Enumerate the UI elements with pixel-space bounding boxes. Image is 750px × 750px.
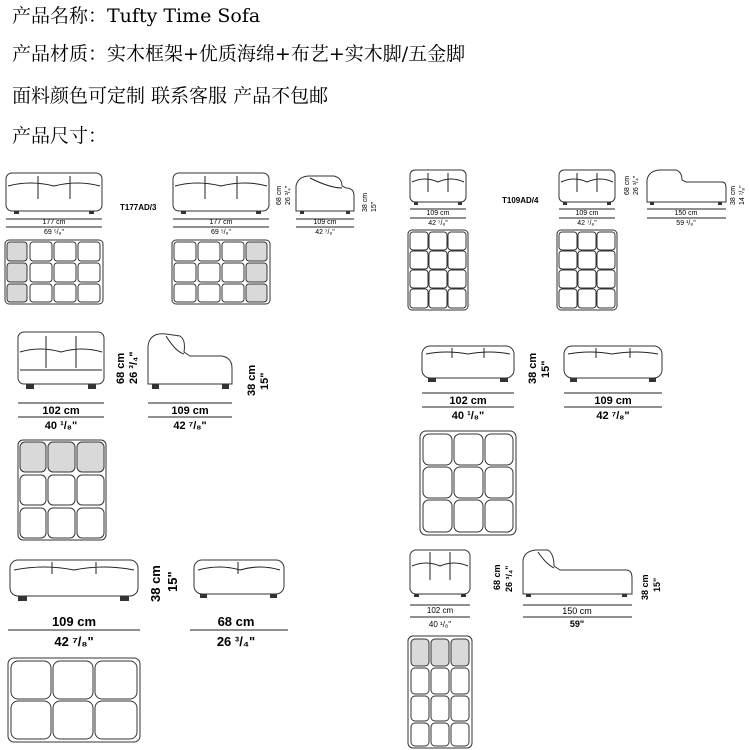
- dim-label: 26 ³/₄": [504, 565, 514, 592]
- dim-label: 38 cm: [246, 364, 258, 396]
- dim-label: 109 cm: [171, 405, 209, 417]
- dim-label: 38 cm: [527, 352, 539, 384]
- bench-front-view: [10, 560, 138, 601]
- chaise-plan-view: [408, 636, 472, 748]
- dim-label: 15": [652, 577, 662, 592]
- dim-label: 42 ⁷/₈": [577, 220, 597, 227]
- dim-label: 102 cm: [42, 405, 80, 417]
- module-front-view-2: [559, 170, 615, 205]
- dim-label: 15": [259, 372, 271, 390]
- dim-label: 38 cm: [640, 574, 650, 600]
- sofa-side-view: [296, 176, 354, 214]
- dim-label: 109 cm: [313, 219, 337, 226]
- product-name-line: 产品名称：Tufty Time Sofa: [12, 5, 261, 27]
- dim-label: 68 cm: [492, 564, 502, 590]
- dim-label: 26 ³/₄": [633, 175, 640, 195]
- dim-label: 26 ³/₄": [128, 351, 140, 384]
- sofa-plan-view-2: [172, 240, 270, 304]
- armless-front-view: [18, 332, 104, 389]
- drawing-group-b: [408, 170, 746, 310]
- dim-label: 42 ⁷/₈": [173, 420, 207, 432]
- sofa-plan-view: [5, 240, 103, 304]
- armless-side-view: [148, 334, 232, 389]
- ottoman-plan-view: [420, 431, 516, 535]
- dim-label: 40 ¹/₈": [44, 420, 78, 432]
- dim-label: 59": [569, 619, 585, 629]
- product-note-line: 面料颜色可定制 联系客服 产品不包邮: [12, 85, 329, 107]
- model-code: T109AD/4: [502, 196, 539, 205]
- module-plan-view: [408, 230, 468, 310]
- dim-label: 26 ³/₄": [285, 185, 292, 205]
- sofa-front-view-2: [173, 173, 269, 214]
- dim-label: 102 cm: [449, 395, 487, 407]
- dim-label: 150 cm: [562, 606, 592, 616]
- dim-label: 69 ⁵/₈": [211, 229, 231, 236]
- ottoman-side-view: [564, 346, 662, 382]
- dim-label: 40 ¹/₈": [451, 410, 485, 422]
- dim-label: 42 ⁷/₈": [428, 220, 448, 227]
- pouf-front-view: [194, 560, 284, 598]
- drawing-group-c: [18, 332, 271, 540]
- chaise-front-view: [410, 550, 470, 597]
- drawing-group-f: [408, 550, 662, 748]
- chaise-side-view: [647, 170, 726, 205]
- dim-label: 109 cm: [594, 395, 632, 407]
- dim-label: 38 cm: [362, 192, 369, 212]
- dim-label: 42 ⁷/₈": [596, 410, 630, 422]
- module-front-view: [410, 170, 466, 205]
- dim-label: 14 ⁷/₈": [739, 185, 746, 205]
- product-material-line: 产品材质：实木框架+优质海绵+布艺+实木脚/五金脚: [12, 43, 466, 65]
- sofa-front-view: [6, 173, 102, 214]
- dim-label: 109 cm: [575, 210, 599, 217]
- dim-label: 59 ¹/₈": [676, 220, 696, 227]
- bench-plan-view: [8, 658, 140, 742]
- dim-label: 177 cm: [209, 219, 233, 226]
- dim-label: 68 cm: [217, 614, 255, 629]
- dim-label: 68 cm: [115, 352, 127, 384]
- product-size-line: 产品尺寸：: [12, 125, 108, 147]
- drawing-group-e: [8, 560, 288, 742]
- dim-label: 69 ⁵/₈": [44, 229, 64, 236]
- dim-label: 38 cm: [730, 185, 737, 205]
- model-code: T177AD/3: [120, 203, 157, 212]
- dim-label: 109 cm: [51, 614, 97, 629]
- dim-label: 15": [540, 360, 552, 378]
- dim-label: 102 cm: [426, 606, 454, 615]
- chaise-long-side-view: [523, 550, 632, 597]
- dim-label: 40 ¹/₈": [428, 620, 452, 629]
- dim-label: 15": [371, 201, 378, 212]
- dim-label: 150 cm: [674, 210, 698, 217]
- ottoman-front-view: [422, 346, 514, 382]
- dim-label: 15": [165, 571, 180, 592]
- dim-label: 42 ⁷/₈": [54, 634, 94, 649]
- armless-plan-view: [18, 440, 106, 540]
- dim-label: 68 cm: [624, 175, 631, 195]
- dim-label: 42 ⁷/₈": [315, 229, 335, 236]
- dim-label: 109 cm: [426, 210, 450, 217]
- dim-label: 177 cm: [42, 219, 66, 226]
- dim-label: 26 ³/₄": [216, 634, 256, 649]
- dim-label: 38 cm: [148, 565, 163, 602]
- drawing-group-a: [5, 173, 378, 304]
- module-plan-view-2: [557, 230, 617, 310]
- drawing-group-d: [420, 346, 662, 535]
- dim-label: 68 cm: [276, 185, 283, 205]
